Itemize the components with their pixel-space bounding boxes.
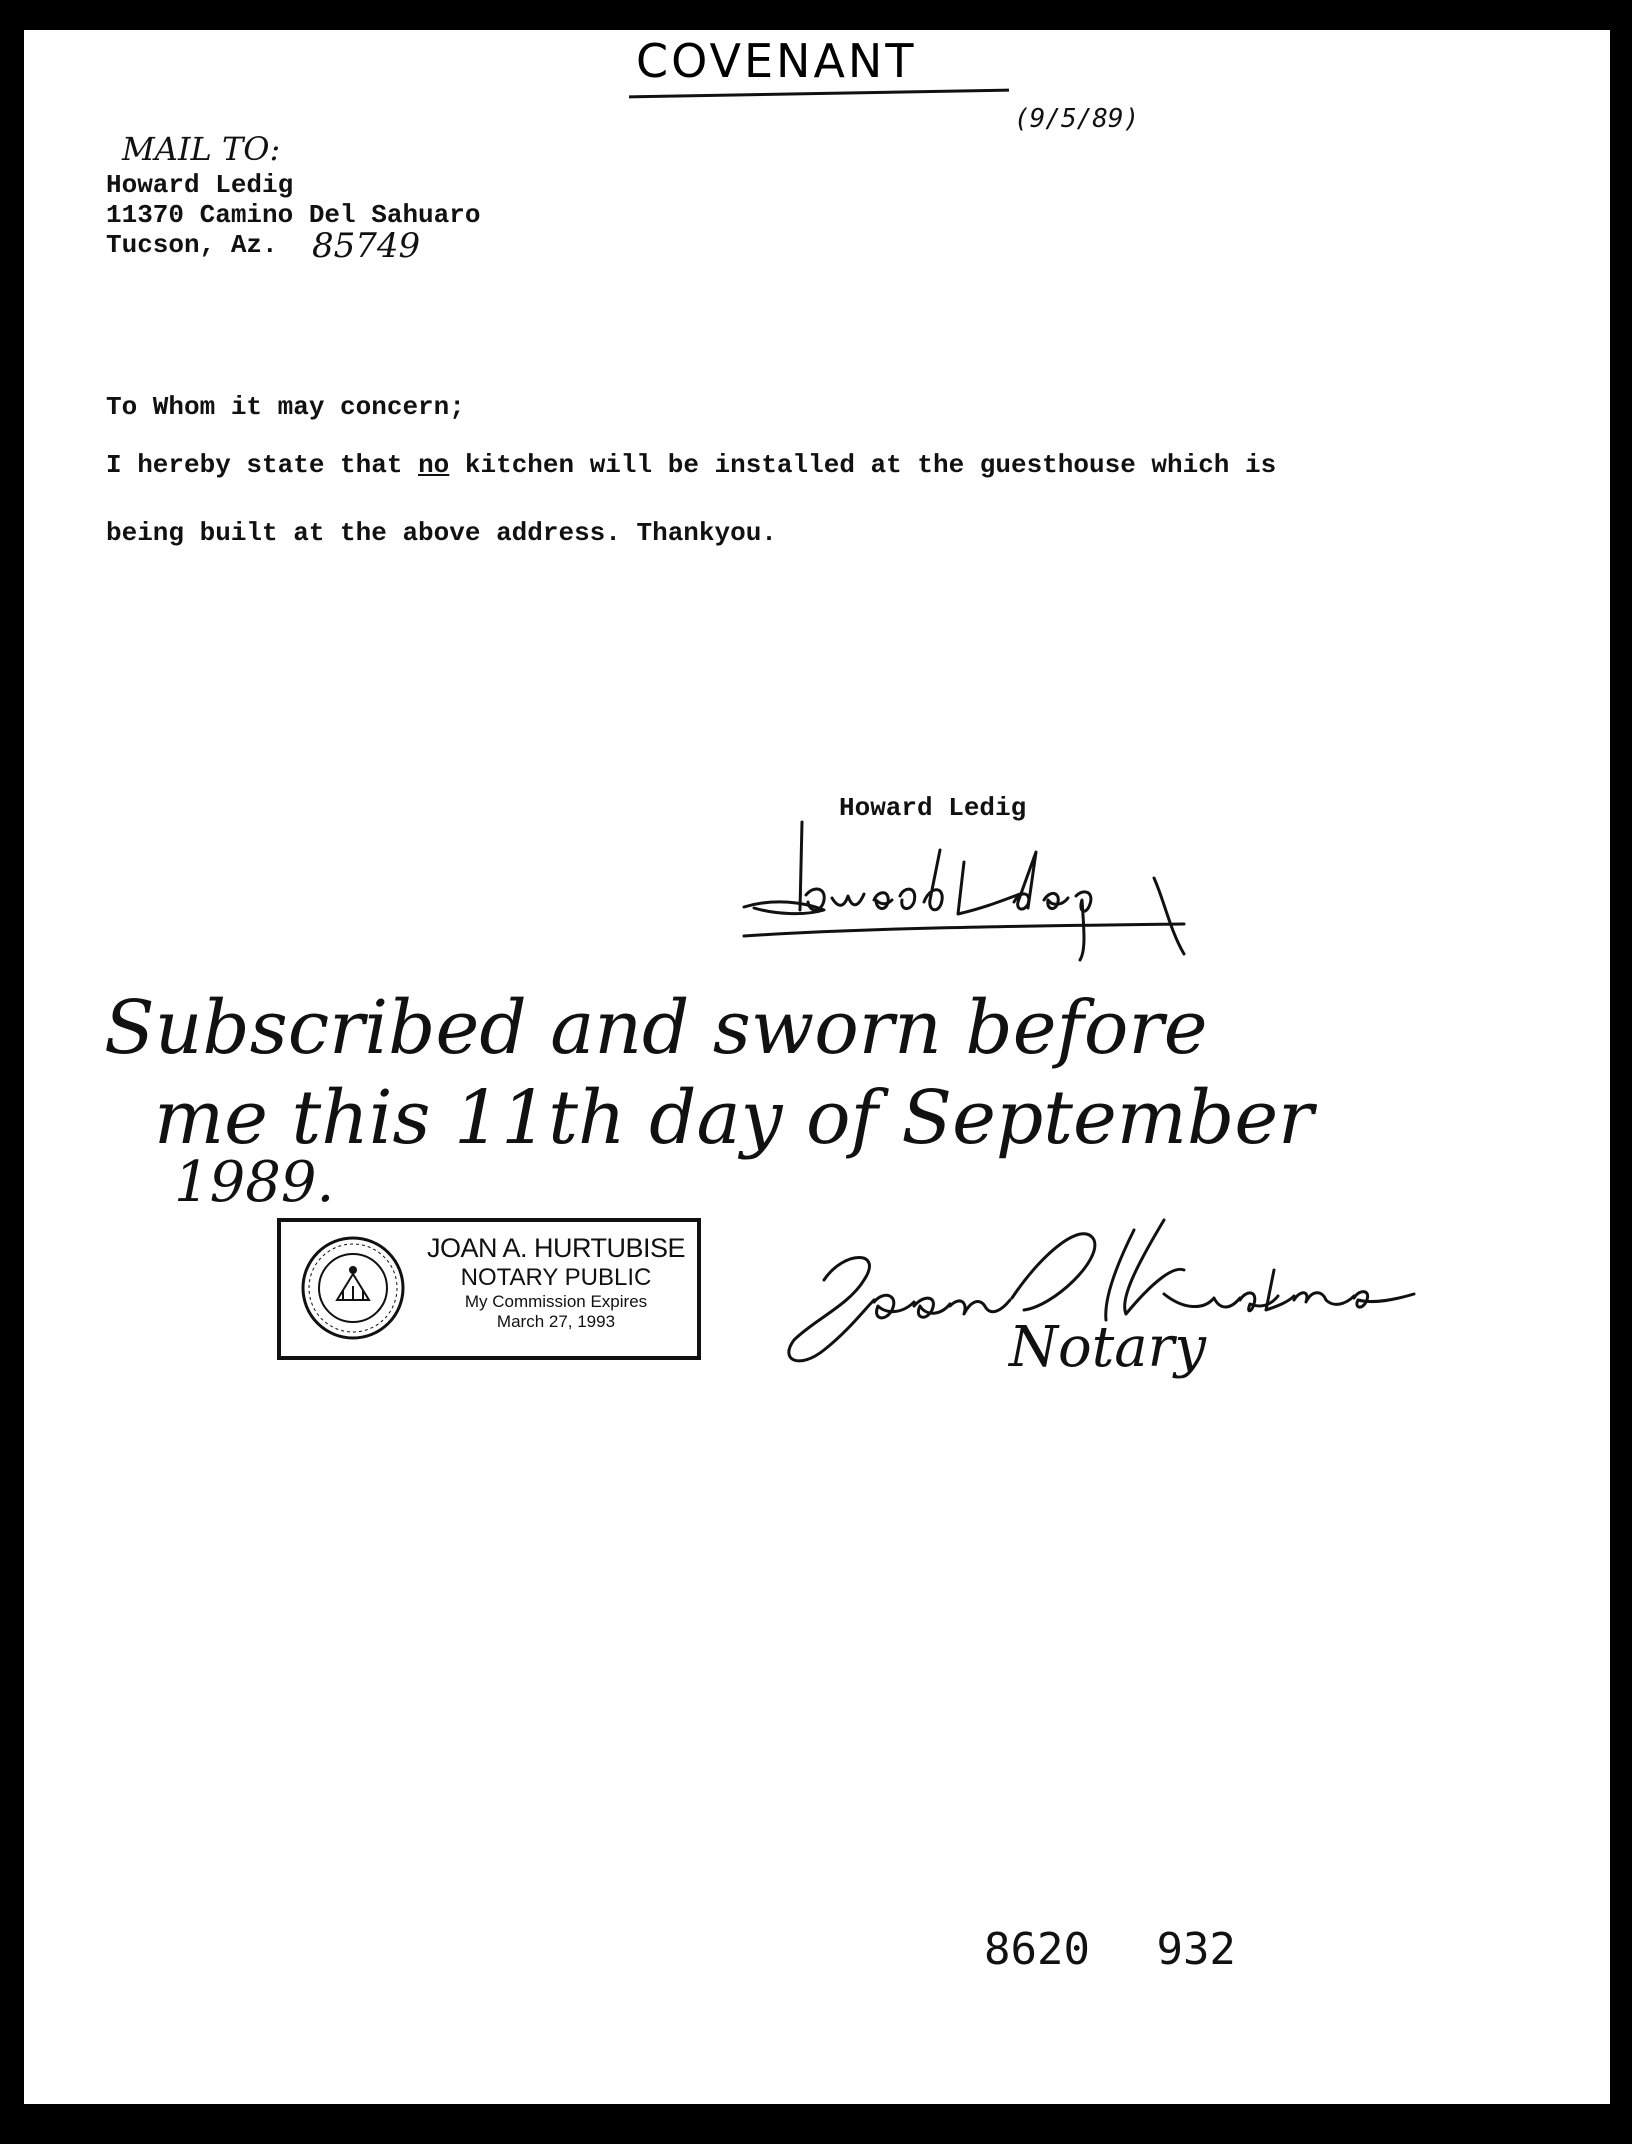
address-street: 11370 Camino Del Sahuaro <box>106 200 481 230</box>
stamp-notary-name: JOAN A. HURTUBISE <box>426 1233 686 1263</box>
statement-line-2: being built at the above address. Thankyou. <box>106 518 777 548</box>
document-page <box>24 30 1610 2104</box>
stamp-commission-date: March 27, 1993 <box>496 1312 616 1331</box>
signer-printed-name: Howard Ledig <box>839 793 1027 823</box>
notary-handwritten-label: Notary <box>1009 1315 1207 1380</box>
title-underline <box>629 89 1009 99</box>
notary-seal-icon <box>299 1234 407 1342</box>
salutation: To Whom it may concern; <box>106 392 465 422</box>
document-date: (9/5/89) <box>1014 104 1140 134</box>
statement-text-b: kitchen will be installed at the guesthouse which is <box>449 450 1277 480</box>
notary-stamp <box>277 1218 701 1360</box>
jurat-line-2: me this 11th day of September <box>154 1075 1314 1161</box>
stamp-text-block <box>411 1232 701 1332</box>
address-city: Tucson, Az. <box>106 230 278 260</box>
statement-line-1 <box>106 450 1276 480</box>
emphasized-word: no <box>418 450 450 480</box>
stamp-commission-label: My Commission Expires <box>464 1292 648 1311</box>
address-zip: 85749 <box>312 226 421 266</box>
address-name: Howard Ledig <box>106 170 294 200</box>
jurat-line-3: 1989. <box>174 1150 335 1215</box>
stamp-notary-title: NOTARY PUBLIC <box>460 1264 652 1291</box>
signer-signature <box>714 790 1214 980</box>
statement-text-a: I hereby state that <box>106 450 419 480</box>
document-number: 8620 932 <box>984 1924 1236 1975</box>
document-title: COVENANT <box>636 34 917 88</box>
jurat-line-1: Subscribed and sworn before <box>104 985 1208 1071</box>
mail-to-label: MAIL TO: <box>122 130 281 168</box>
